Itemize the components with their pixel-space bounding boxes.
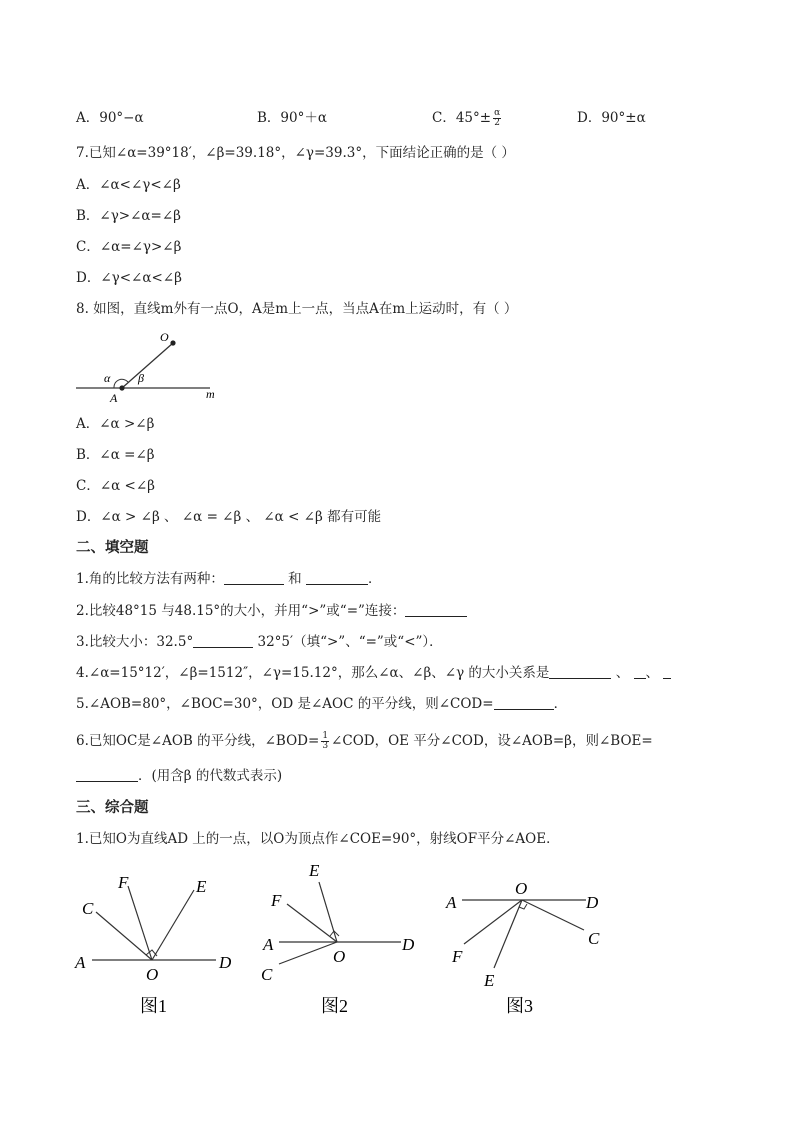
label-o: O [146, 965, 159, 984]
ray-oc [279, 942, 337, 964]
s2-q2 [76, 602, 467, 620]
q8-option-d: D．∠α > ∠β 、 ∠α = ∠β 、 ∠α < ∠β 都有可能 [76, 509, 382, 525]
q6-option-c [432, 109, 503, 128]
s2-q1 [76, 570, 381, 588]
label-f: F [118, 873, 129, 892]
q7-option-c: C．∠α=∠γ>∠β [76, 239, 182, 255]
answer-blank[interactable] [193, 633, 253, 648]
label-f: F [452, 947, 463, 966]
fraction-denominator: 2 [494, 118, 500, 128]
fraction-denominator: 3 [322, 741, 329, 751]
s2-q2-text: 2.比较48°15 与48.15°的大小，并用“>”或“=”连接： [76, 603, 406, 619]
q8-figure [70, 326, 230, 408]
s2-q6-fraction [321, 732, 329, 751]
s2-q1-text-and: 和 [283, 571, 306, 587]
answer-blank[interactable] [494, 695, 554, 710]
s2-q4-sep: 、 [611, 665, 634, 681]
label-e: E [309, 861, 320, 880]
label-c: C [82, 899, 94, 918]
q8-option-b: B．∠α =∠β [76, 447, 155, 463]
s2-q1-text: 1.角的比较方法有两种： [76, 571, 224, 587]
q7-option-a: A．∠α<∠γ<∠β [76, 177, 181, 193]
figure-2 [255, 856, 435, 1022]
label-o: O [333, 947, 346, 966]
q6-option-d: D．90°±α [577, 110, 646, 126]
q6-option-c-fraction [493, 109, 501, 128]
s2-q5-text: 5.∠AOB=80°，∠BOC=30°，OD 是∠AOC 的平分线，则∠COD= [76, 696, 494, 712]
label-o: O [515, 879, 528, 898]
figure-3 [440, 872, 620, 1022]
figure-caption: 图3 [506, 996, 533, 1016]
label-d: D [586, 893, 599, 912]
figure-1 [70, 866, 250, 1022]
q8-option-a: A．∠α >∠β [76, 416, 155, 432]
label-e: E [196, 877, 207, 896]
s2-q6-line2 [76, 767, 282, 785]
answer-blank[interactable] [634, 664, 646, 679]
q6-option-b: B．90°＋α [257, 110, 327, 126]
s2-q6 [76, 732, 653, 751]
label-a: A [75, 953, 86, 972]
label-o: O [160, 330, 169, 344]
point-o [170, 340, 175, 345]
section2-title: 二、填空题 [76, 540, 149, 556]
label-c: C [261, 965, 273, 984]
q6-option-c-text: C．45°± [432, 110, 492, 126]
s2-q5-text-end: ． [553, 696, 568, 712]
label-a: A [263, 935, 274, 954]
s2-q1-text-end: ． [367, 571, 382, 587]
figure-caption: 图1 [140, 996, 167, 1016]
figure-caption: 图2 [321, 996, 348, 1016]
s2-q5 [76, 695, 567, 713]
label-f: F [271, 891, 282, 910]
ray-oc [522, 900, 584, 930]
fraction-numerator: α [494, 108, 501, 118]
q8-option-c: C．∠α <∠β [76, 478, 155, 494]
s2-q6-text: 6.已知OC是∠AOB 的平分线，∠BOD= [76, 733, 320, 749]
s2-q6-text-2: ∠COD，OE 平分∠COD，设∠AOB=β，则∠BOE= [331, 733, 653, 749]
q7-option-b: B．∠γ>∠α=∠β [76, 208, 181, 224]
s2-q4-sep: 、 [645, 665, 664, 681]
q6-option-a: A．90°−α [76, 110, 144, 126]
ray-oe [152, 890, 194, 960]
s3-q1-stem: 1.已知O为直线AD 上的一点，以O为顶点作∠COE=90°，射线OF平分∠AOE． [76, 831, 560, 847]
answer-blank[interactable] [405, 602, 467, 617]
s2-q4 [76, 664, 671, 682]
answer-blank[interactable] [76, 767, 138, 782]
label-e: E [484, 971, 495, 990]
s2-q4-text: 4.∠α=15°12′，∠β=1512″，∠γ=15.12°，那么∠α、∠β、∠γ 的大小关系是 [76, 665, 550, 681]
label-a: A [110, 391, 118, 405]
ray-of [128, 886, 152, 960]
q8-stem: 8. 如图，直线m外有一点O，A是m上一点，当点A在m上运动时，有（ ） [76, 301, 518, 317]
point-a [119, 385, 124, 390]
label-alpha: α [104, 371, 111, 385]
answer-blank[interactable] [306, 570, 368, 585]
q7-option-d: D．∠γ<∠α<∠β [76, 270, 182, 286]
section3-title: 三、综合题 [76, 800, 149, 816]
s2-q3-text: 3.比较大小：32.5° [76, 634, 194, 650]
label-d: D [402, 935, 415, 954]
label-beta: β [138, 371, 144, 385]
label-a: A [446, 893, 457, 912]
q7-stem: 7.已知∠α=39°18′，∠β=39.18°，∠γ=39.3°，下面结论正确的是（ ） [76, 145, 515, 161]
label-m: m [206, 387, 215, 401]
s2-q6-text-end: ．(用含β 的代数式表示) [138, 768, 283, 784]
ray-oe [319, 882, 337, 942]
answer-blank[interactable] [663, 664, 671, 679]
fraction-numerator: 1 [322, 731, 329, 741]
s2-q3 [76, 633, 443, 651]
segment-ao [122, 343, 173, 388]
answer-blank[interactable] [224, 570, 284, 585]
label-d: D [219, 953, 232, 972]
label-c: C [588, 929, 600, 948]
s2-q3-text-end: 32°5′（填“>”、“=”或“<”）． [253, 634, 443, 650]
ray-of [287, 904, 337, 942]
answer-blank[interactable] [549, 664, 611, 679]
